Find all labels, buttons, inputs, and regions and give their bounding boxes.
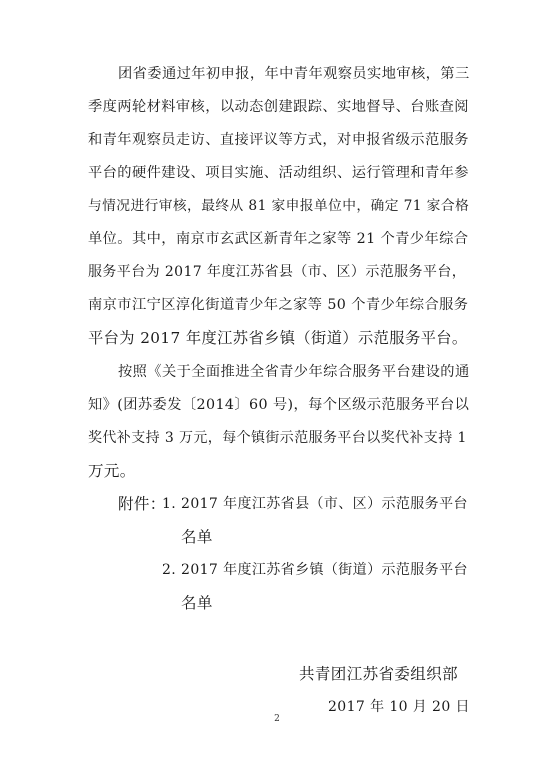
paragraph-1-line: 与情况进行审核，最终从 81 家申报单位中，确定 71 家合格 [88,198,470,214]
paragraph-2-line: 按照《关于全面推进全省青少年综合服务平台建设的通 [118,364,470,380]
paragraph-1-line: 和青年观察员走访、直接评议等方式，对申报省级示范服务 [88,132,469,148]
attachment-item-2-continuation: 名单 [181,594,213,612]
paragraph-1-line: 南京市江宁区淳化街道青少年之家等 50 个青少年综合服务 [88,297,469,313]
paragraph-1-line: 服务平台为 2017 年度江苏省县（市、区）示范服务平台， [88,264,467,280]
paragraph-2-line: 奖代补支持 3 万元，每个镇街示范服务平台以奖代补支持 1 [88,430,467,446]
paragraph-1-line: 平台为 2017 年度江苏省乡镇（街道）示范服务平台。 [88,329,468,347]
attachment-item-1: 1. 2017 年度江苏省县（市、区）示范服务平台 [162,496,468,512]
signature-date: 2017 年 10 月 20 日 [328,699,470,715]
attachments-label: 附件： [118,495,166,513]
paragraph-1-line: 团省委通过年初申报，年中青年观察员实地审核，第三 [118,66,470,82]
paragraph-2-line: 万元。 [88,462,136,480]
page-number: 2 [274,714,280,724]
signature-organization: 共青团江苏省委组织部 [299,665,459,683]
paragraph-1-line: 平台的硬件建设、项目实施、活动组织、运行管理和青年参 [88,165,469,181]
paragraph-1-line: 单位。其中，南京市玄武区新青年之家等 21 个青少年综合 [88,231,469,247]
attachment-item-1-continuation: 名单 [181,528,213,546]
paragraph-1-line: 季度两轮材料审核，以动态创建跟踪、实地督导、台账查阅 [88,99,469,115]
attachment-item-2: 2. 2017 年度江苏省乡镇（街道）示范服务平台 [162,562,468,578]
paragraph-2-line: 知》(团苏委发〔2014〕60 号)，每个区级示范服务平台以 [88,397,470,413]
